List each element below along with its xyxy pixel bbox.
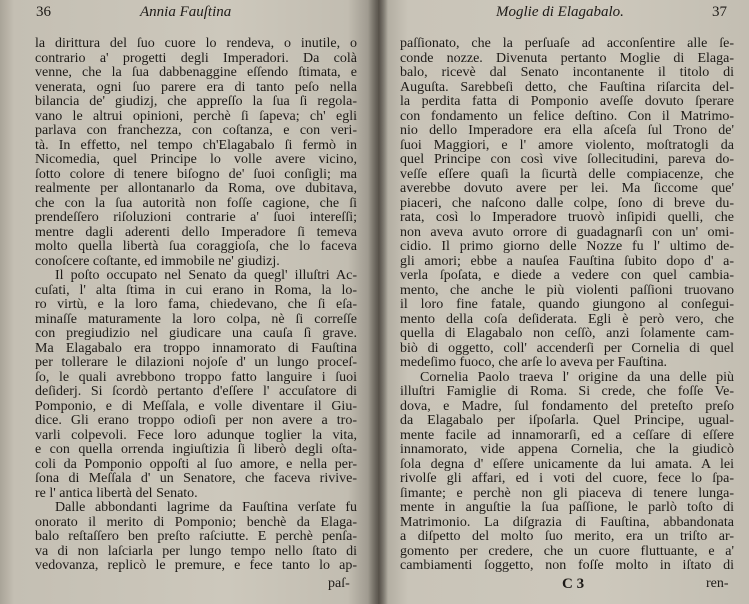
text-line: venerata, ogni ſuo parere era di tanto peſo nella (35, 79, 357, 95)
text-line: deſiderj. Si ſcordò pertanto d'eſſere l' accuſatore di (35, 384, 357, 399)
right-running-title: Moglie di Elagabalo. (496, 4, 624, 20)
text-line: per tollerare le dilazioni nojoſe d' un lungo proceſ- (35, 355, 357, 370)
text-line: molto quella libertà ſua coraggioſa, che lo faceva (35, 239, 357, 254)
text-line: a diſpetto del molto ſuo merito, era un triſto ar- (400, 529, 734, 544)
text-line: ſona di Meſſala d' un Senatore, che faceva rivive- (35, 471, 357, 486)
text-line: mente facile ad innamorarſi, ed a ceſſare di eſſere (400, 427, 734, 443)
text-line: realmente per allontanarlo da Roma, ove dubitava, (35, 181, 357, 196)
text-line: e con quella orrenda ingiuſtizia ſi liberò degli oſta- (35, 442, 357, 457)
text-line: Il poſto occupato nel Senato da quegl' illuſtri Ac- (55, 268, 357, 283)
text-line: nio dello Imperadore era ella aſceſa ſul Trono de' (400, 123, 734, 138)
text-line: Cornelia Paolo traeva l' origine da una delle più (420, 369, 734, 385)
paragraph (35, 269, 357, 501)
left-page-number: 36 (36, 4, 51, 20)
text-line: mento della coſa deſiderata. Egli è però vero, che (400, 311, 734, 327)
left-running-title: Annia Fauſtina (140, 4, 232, 20)
text-line: rivolſe gli affari, ed i voti del cuore, fece lo ſpa- (400, 471, 734, 486)
text-line: ſotto colore di tenere biſogno de' ſuoi conſigli; ma (35, 166, 357, 182)
text-line: non aveva avuto orrore di guadagnarſi con un' omi- (400, 224, 734, 240)
text-line: contrario a' progetti degli Imperadori. Da colà (35, 50, 357, 66)
text-line: il loro fine fatale, quando giungono al conſegui- (400, 297, 734, 312)
paragraph (400, 37, 734, 371)
text-line: quel Principe con così vive ſollecitudini, pareva do- (400, 152, 734, 167)
paragraph (35, 37, 357, 269)
text-line: ſuoi Maggiori, e l' amore violento, moſtratogli da (400, 137, 734, 153)
paragraph (400, 371, 734, 574)
text-line: averebbe dovuto avere per lei. Ma ſiccome que' (400, 181, 734, 196)
text-line: con fondamento un felice deſtino. Con il Matrimo- (400, 108, 734, 124)
text-line: innamorato, vide appena Cornelia, che la giudicò (400, 442, 734, 457)
text-line: Dalle abbondanti lagrime da Fauſtina verſate fu (55, 500, 357, 515)
signature-mark: C 3 (562, 576, 585, 592)
text-line: cambiamenti ſoggetto, non foſſe molto in iſtato di (400, 558, 734, 573)
text-line: balo reſtaſſero ben preſto raſciutte. E perchè penſa- (35, 529, 357, 544)
book-gutter (368, 0, 388, 604)
text-line: dova, e Madre, ſul fondamento del preteſto preſo (400, 398, 734, 414)
left-catchword: paſ- (328, 576, 350, 591)
text-line: illuſtri Famiglie di Roma. Si crede, che foſſe Ve- (400, 384, 734, 399)
text-line: mento, che anche le più violenti paſſioni truovano (400, 282, 734, 298)
text-line: ſimante; e perchè non gli piaceva di tenere lunga- (400, 485, 734, 501)
text-line: cidio. Il primo giorno delle Nozze fu l' ultimo de- (400, 239, 734, 254)
text-line: mente in anguſtie la ſua paſſione, le parlò toſto di (400, 500, 734, 515)
text-line: venne, che la ſua dabbenaggine eſſendo ſtimata, e (35, 65, 357, 80)
right-page-number: 37 (712, 4, 727, 20)
text-line: biò di oggetto, coll' accenderſi per Cornelia di quel (400, 340, 734, 356)
text-line: Matrimonio. La diſgrazia di Fauſtina, abbandonata (400, 514, 734, 530)
left-page-text (35, 37, 357, 574)
text-line: balo, ricevè dal Senato incontanente il titolo di (400, 65, 734, 80)
text-line: gli amori; ebbe a nauſea Fauſtina ſubito dopo d' a- (400, 253, 734, 269)
text-line: piaceri, che naſcono dalle colpe, ſono di breve du- (400, 195, 734, 211)
text-line: verla ſpoſata, e diede a vedere con quel cambia- (400, 268, 734, 283)
text-line: onorato il merito di Pomponio; benchè da Elaga- (35, 514, 357, 530)
text-line: ro virtù, e la loro fama, chiedevano, che ſi eſa- (35, 297, 357, 312)
right-page-text (400, 37, 734, 574)
text-line: vedovanza, replicò le premure, e fece tanto lo ap- (35, 558, 357, 573)
text-line: vano le altrui opinioni, perchè ſi ſapeva; ch' egli (35, 108, 357, 124)
text-line: paſſionato, che la perſuaſe ad acconſentire alle ſe- (400, 36, 734, 51)
text-line: coli da Pomponio oppoſti al ſuo amore, e nella per- (35, 456, 357, 472)
text-line: varli colpevoli. Fece loro adunque toglier la vita, (35, 427, 357, 443)
paragraph (35, 501, 357, 574)
text-line: gomento per credere, che un cuore fluttuante, e a' (400, 543, 734, 559)
text-line: parlava con franchezza, con coſtanza, e con veri- (35, 123, 357, 138)
right-catchword: ren- (706, 576, 729, 591)
text-line: ſola degna d' eſſere unicamente da lui amata. A lei (400, 456, 734, 472)
text-line: Pomponio, e di Meſſala, e volle diventare il Giu- (35, 398, 357, 414)
text-line: Ma Elagabalo era troppo innamorato di Fauſtina (35, 340, 357, 356)
text-line: rata, così lo Imperadore truovò inſipidi quelli, che (400, 210, 734, 225)
text-line: conde nozze. Divenuta pertanto Moglie di Elaga- (400, 50, 734, 66)
text-line: re l' antica libertà del Senato. (35, 485, 198, 501)
text-line: bilancia de' giudizj, che appreſſo la ſua ſi regola- (35, 94, 357, 109)
text-line: medeſimo fuoco, che arſe lo aveva per Fauſtina. (400, 355, 668, 370)
text-line: la perdita fatta di Pomponio aveſſe dovuto ſperare (400, 94, 734, 109)
text-line: minaſſe maturamente la loro colpa, nè ſi correſſe (35, 311, 357, 327)
text-line: conoſcere coſtante, ed immobile ne' giudizj. (35, 253, 280, 269)
text-line: ſo, le quali avrebbono troppo fatto languire i ſuoi (35, 369, 357, 385)
text-line: con pregiudizio nel giudicare una cauſa ſì grave. (35, 326, 357, 341)
text-line: tà. In effetto, nel tempo ch'Elagabalo ſi fermò in (35, 137, 357, 153)
text-line: prendeſſero riſoluzioni contrarie a' ſuoi intereſſi; (35, 210, 357, 225)
text-line: Auguſta. Sarebbeſi detto, che Fauſtina riſarcita del- (400, 79, 734, 95)
text-line: la dirittura del ſuo cuore lo rendeva, o inutile, o (35, 36, 357, 51)
text-line: mentre dagli aderenti dello Imperadore ſi temeva (35, 224, 357, 240)
text-line: quella di Elagabalo non ceſſò, anzi ſolamente cam- (400, 326, 734, 341)
text-line: da Elagabalo per iſpoſarla. Quel Principe, ugual- (400, 413, 734, 428)
text-line: dice. Gli erano troppo odioſi per non avere a tro- (35, 413, 357, 428)
text-line: che con la ſua autorità non foſſe cagione, che ſi (35, 195, 357, 211)
text-line: Nicomedia, quel Principe lo volle avere vicino, (35, 152, 357, 167)
text-line: veſſe eſſere quaſi la ſicurtà delle compiacenze, che (400, 166, 734, 182)
text-line: va di non laſciarla per lungo tempo nello ſtato di (35, 543, 357, 559)
text-line: cuſati, l' alta ſtima in cui erano in Roma, la lo- (35, 282, 357, 298)
right-page (378, 0, 749, 604)
